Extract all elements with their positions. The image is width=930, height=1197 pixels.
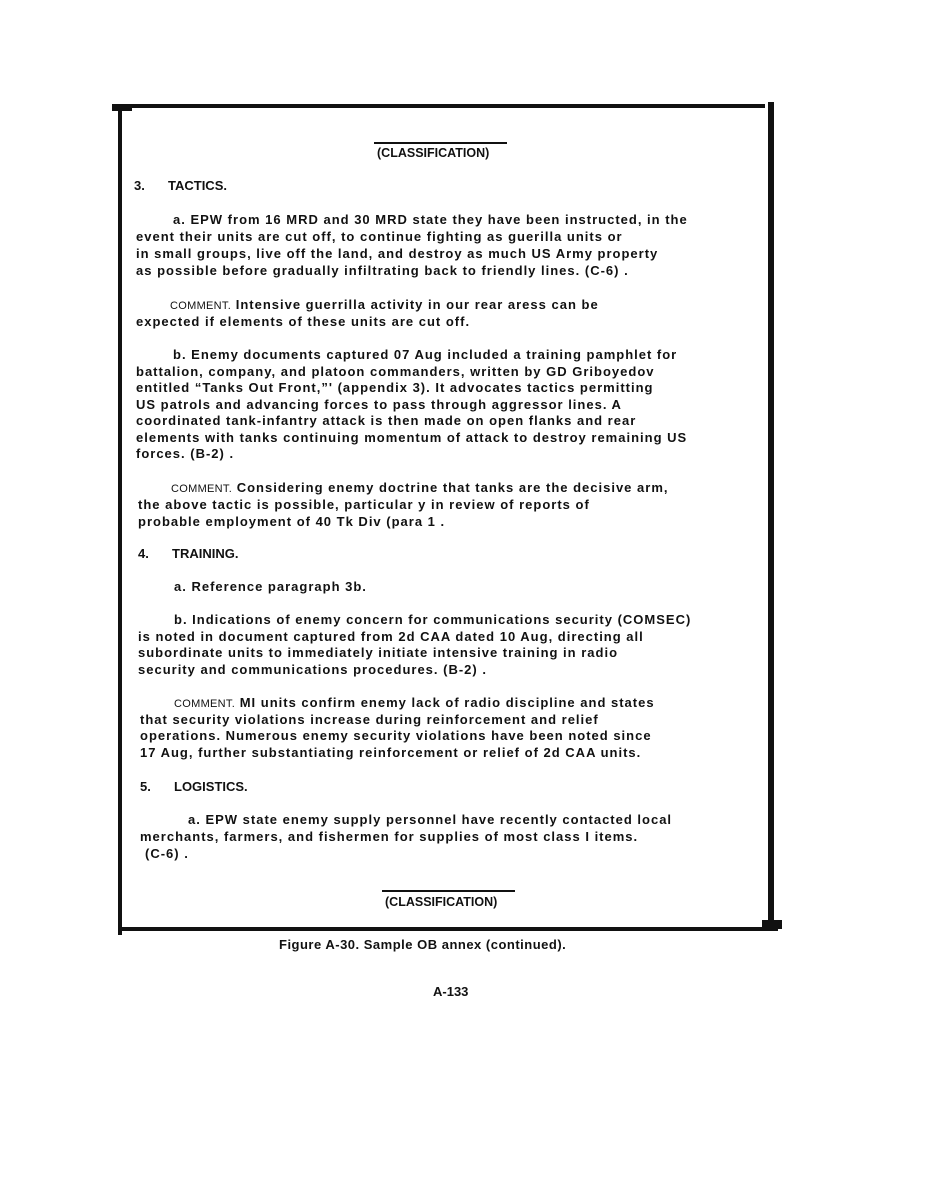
text-line: a. Reference paragraph 3b. [174, 579, 367, 594]
text-line: in small groups, live off the land, and destroy as much US Army property [136, 246, 659, 261]
section-title: LOGISTICS. [174, 779, 248, 794]
section-number: 4. [138, 546, 149, 561]
text-line [170, 297, 599, 314]
text-line: the above tactic is possible, particular y in review of reports of [138, 497, 590, 512]
page-number: A-133 [433, 984, 469, 999]
text-line: (C-6) . [145, 846, 189, 861]
text-line: coordinated tank-infantry attack is then made on open flanks and rear [136, 413, 637, 428]
text-line: elements with tanks continuing momentum of attack to destroy remaining US [136, 430, 688, 445]
frame-bottom-right-mark [762, 920, 782, 929]
text-line [174, 695, 655, 712]
text-line: a. EPW state enemy supply personnel have recently contacted local [188, 812, 673, 827]
comment-text: Considering enemy doctrine that tanks are the decisive arm, [236, 480, 669, 495]
comment-label: COMMENT. [171, 483, 233, 495]
text-line: security and communications procedures. (B-2) . [138, 662, 487, 677]
text-line: entitled “Tanks Out Front,”' (appendix 3). It advocates tactics permitting [136, 380, 654, 395]
text-line: battalion, company, and platoon commanders, written by GD Griboyedov [136, 364, 655, 379]
classification-top-rule [374, 142, 507, 144]
text-line: event their units are cut off, to continue fighting as guerilla units or [136, 229, 623, 244]
comment-text: MI units confirm enemy lack of radio discipline and states [239, 695, 655, 710]
text-line: subordinate units to immediately initiate intensive training in radio [138, 645, 619, 660]
comment-label: COMMENT. [170, 300, 232, 312]
text-line: that security violations increase during reinforcement and relief [140, 712, 599, 727]
text-line: 17 Aug, further substantiating reinforcement or relief of 2d CAA units. [140, 745, 642, 760]
frame-top-left-tick [112, 104, 132, 111]
text-line [171, 480, 669, 497]
section-title: TACTICS. [168, 178, 227, 193]
text-line: operations. Numerous enemy security violations have been noted since [140, 728, 652, 743]
frame-bottom-border [118, 927, 778, 931]
text-line: merchants, farmers, and fishermen for supplies of most class I items. [140, 829, 639, 844]
frame-left-border [118, 108, 122, 935]
comment-text: Intensive guerrilla activity in our rear aress can be [235, 297, 599, 312]
section-3-heading [134, 178, 227, 193]
frame-top-border [112, 104, 765, 108]
text-line: as possible before gradually infiltrating back to friendly lines. (C-6) . [136, 263, 629, 278]
classification-bottom: (CLASSIFICATION) [385, 895, 498, 909]
text-line: probable employment of 40 Tk Div (para 1 . [138, 514, 446, 529]
classification-top: (CLASSIFICATION) [377, 146, 490, 160]
comment-label: COMMENT. [174, 698, 236, 710]
text-line: US patrols and advancing forces to pass through aggressor lines. A [136, 397, 622, 412]
section-title: TRAINING. [172, 546, 239, 561]
text-line: b. Enemy documents captured 07 Aug included a training pamphlet for [173, 347, 678, 362]
text-line: expected if elements of these units are cut off. [136, 314, 471, 329]
classification-bottom-rule [382, 890, 515, 892]
section-number: 3. [134, 178, 145, 193]
figure-caption: Figure A-30. Sample OB annex (continued). [279, 937, 567, 952]
frame-right-border [768, 102, 774, 930]
text-line: forces. (B-2) . [136, 446, 235, 461]
section-5-heading [140, 779, 248, 794]
section-number: 5. [140, 779, 151, 794]
section-4-heading [138, 546, 238, 561]
text-line: a. EPW from 16 MRD and 30 MRD state they have been instructed, in the [173, 212, 688, 227]
text-line: is noted in document captured from 2d CAA dated 10 Aug, directing all [138, 629, 644, 644]
text-line: b. Indications of enemy concern for communications security (COMSEC) [174, 612, 692, 627]
